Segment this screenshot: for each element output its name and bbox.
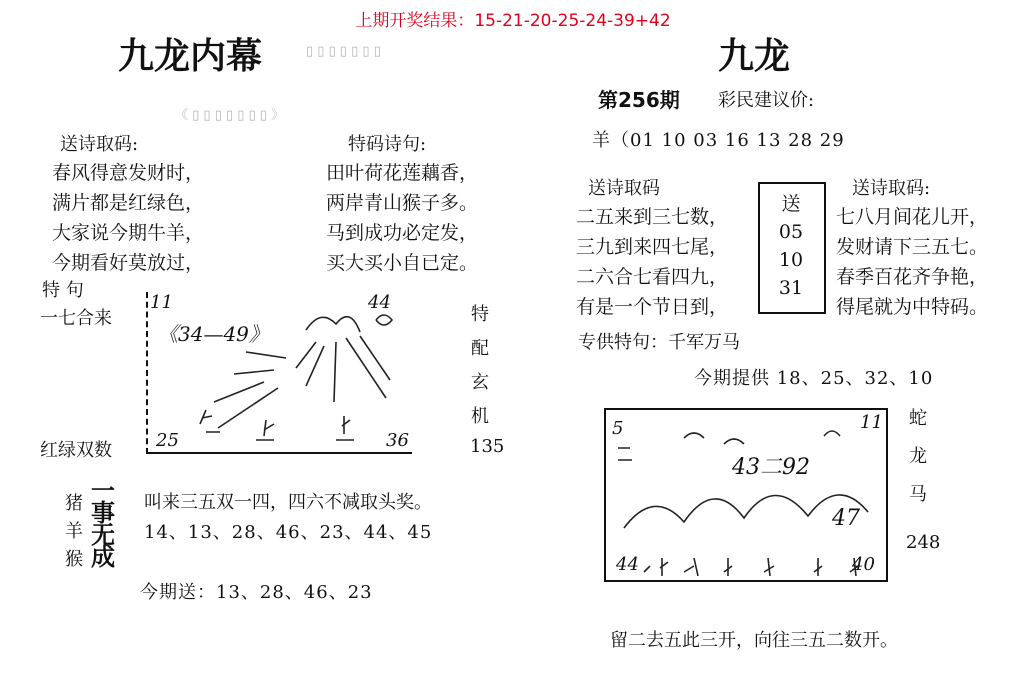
special-sentence-label: 特 句 <box>42 280 84 301</box>
box-value: 10 <box>778 249 804 271</box>
left-drawing-num-bl: 25 <box>156 430 179 451</box>
left-poem-left-heading: 送诗取码: <box>60 134 139 155</box>
poem-line: 二五来到三七数， <box>576 206 729 228</box>
right-drawing-num-mid-right: 47 <box>832 506 860 531</box>
right-drawing-sketch <box>604 408 888 582</box>
left-drawing-num-br: 36 <box>386 430 409 451</box>
left-drawing-num-center: 《34—49》 <box>158 322 269 346</box>
right-special-sentence: 专供特句：千军万马 <box>578 332 740 353</box>
poem-line: 春季百花齐争艳， <box>836 266 989 288</box>
poem-line: 春风得意发财时， <box>52 162 205 184</box>
right-today-line: 今期提供 18、25、32、10 <box>694 368 934 389</box>
box-value: 31 <box>778 277 804 299</box>
zodiac-char: 羊 <box>65 521 83 542</box>
phrase-char: 事 <box>91 498 115 527</box>
special-sentence: 一七合来 <box>40 308 112 329</box>
right-poem-left-heading: 送诗取码 <box>588 178 660 199</box>
poem-line: 今期看好莫放过， <box>52 252 205 274</box>
left-drawing-num-tr: 44 <box>368 292 391 313</box>
left-poem-right-heading: 特码诗句: <box>348 134 427 155</box>
right-drawing-num-center: 43二92 <box>732 455 810 480</box>
left-numbers-line: 14、13、28、46、23、44、45 <box>144 522 433 543</box>
right-bottom-line: 留二去五此三开，向往三五二数开。 <box>610 630 898 651</box>
right-drawing-num-br: 40 <box>852 554 875 575</box>
poem-line: 七八月间花儿开， <box>836 206 989 228</box>
left-poem-left <box>52 158 204 278</box>
phrase-char: 无 <box>91 520 115 549</box>
tag-char: 特 <box>471 304 489 325</box>
red-green-label: 红绿双数 <box>40 440 112 461</box>
box-value: 05 <box>778 221 804 243</box>
left-hint-line: 叫来三五双一四，四六不减取头奖。 <box>144 492 432 513</box>
right-drawing-num-bl: 44 <box>616 554 639 575</box>
poem-line: 得尾就为中特码。 <box>836 296 989 318</box>
tag-char: 配 <box>471 338 489 359</box>
left-send-line: 今期送：13、28、46、23 <box>140 582 373 603</box>
left-drawing-sketch <box>146 290 426 460</box>
poem-line: 大家说今期牛羊， <box>52 222 205 244</box>
right-drawing-num-tr: 11 <box>860 412 883 433</box>
left-zodiac-column <box>62 490 86 574</box>
right-send-box-values <box>758 190 824 302</box>
zodiac-char: 蛇 <box>909 408 927 429</box>
right-title: 九龙 <box>718 35 791 77</box>
left-faint-caption: ▯ ▯ ▯ ▯ ▯ ▯ ▯ <box>306 44 381 59</box>
poem-line: 满片都是红绿色， <box>52 192 205 214</box>
zodiac-char: 龙 <box>909 446 927 467</box>
left-faint-subcaption: 《 ▯ ▯ ▯ ▯ ▯ ▯ ▯ 》 <box>175 108 285 123</box>
right-poem-right <box>836 202 988 322</box>
right-price-label: 彩民建议价: <box>718 90 815 111</box>
left-drawing-num-tl: 11 <box>150 292 173 313</box>
poem-line: 田叶荷花莲藕香， <box>326 162 479 184</box>
phrase-char: 一 <box>91 476 115 505</box>
zodiac-char: 猴 <box>65 549 83 570</box>
phrase-char: 成 <box>91 542 115 571</box>
box-value: 送 <box>781 193 801 215</box>
poem-line: 二六合七看四九， <box>576 266 729 288</box>
left-tag-number: 135 <box>470 436 505 457</box>
left-big-phrase <box>88 476 118 571</box>
right-numbers-row: 羊（01 10 03 16 13 28 29 <box>592 130 845 151</box>
left-poem-right <box>326 158 478 278</box>
right-poem-left <box>576 202 728 322</box>
right-poem-right-heading: 送诗取码: <box>852 178 931 199</box>
tag-char: 机 <box>471 406 489 427</box>
zodiac-char: 猪 <box>65 493 83 514</box>
right-drawing-num-tl: 5 <box>612 418 624 439</box>
zodiac-char: 马 <box>909 484 927 505</box>
right-vertical-zodiac <box>906 400 930 514</box>
left-title: 九龙内幕 <box>118 35 263 77</box>
poem-line: 三九到来四七尾， <box>576 236 729 258</box>
last-draw-result: 上期开奖结果：15-21-20-25-24-39+42 <box>355 11 671 31</box>
poem-line: 两岸青山猴子多。 <box>326 192 479 214</box>
poem-line: 发财请下三五七。 <box>836 236 989 258</box>
right-issue: 第256期 <box>598 88 680 112</box>
poem-line: 买大买小自已定。 <box>326 252 479 274</box>
tag-char: 玄 <box>471 372 489 393</box>
poem-line: 马到成功必定发， <box>326 222 479 244</box>
right-side-number: 248 <box>906 532 941 553</box>
poem-line: 有是一个节日到， <box>576 296 729 318</box>
left-vertical-tag <box>468 298 492 434</box>
